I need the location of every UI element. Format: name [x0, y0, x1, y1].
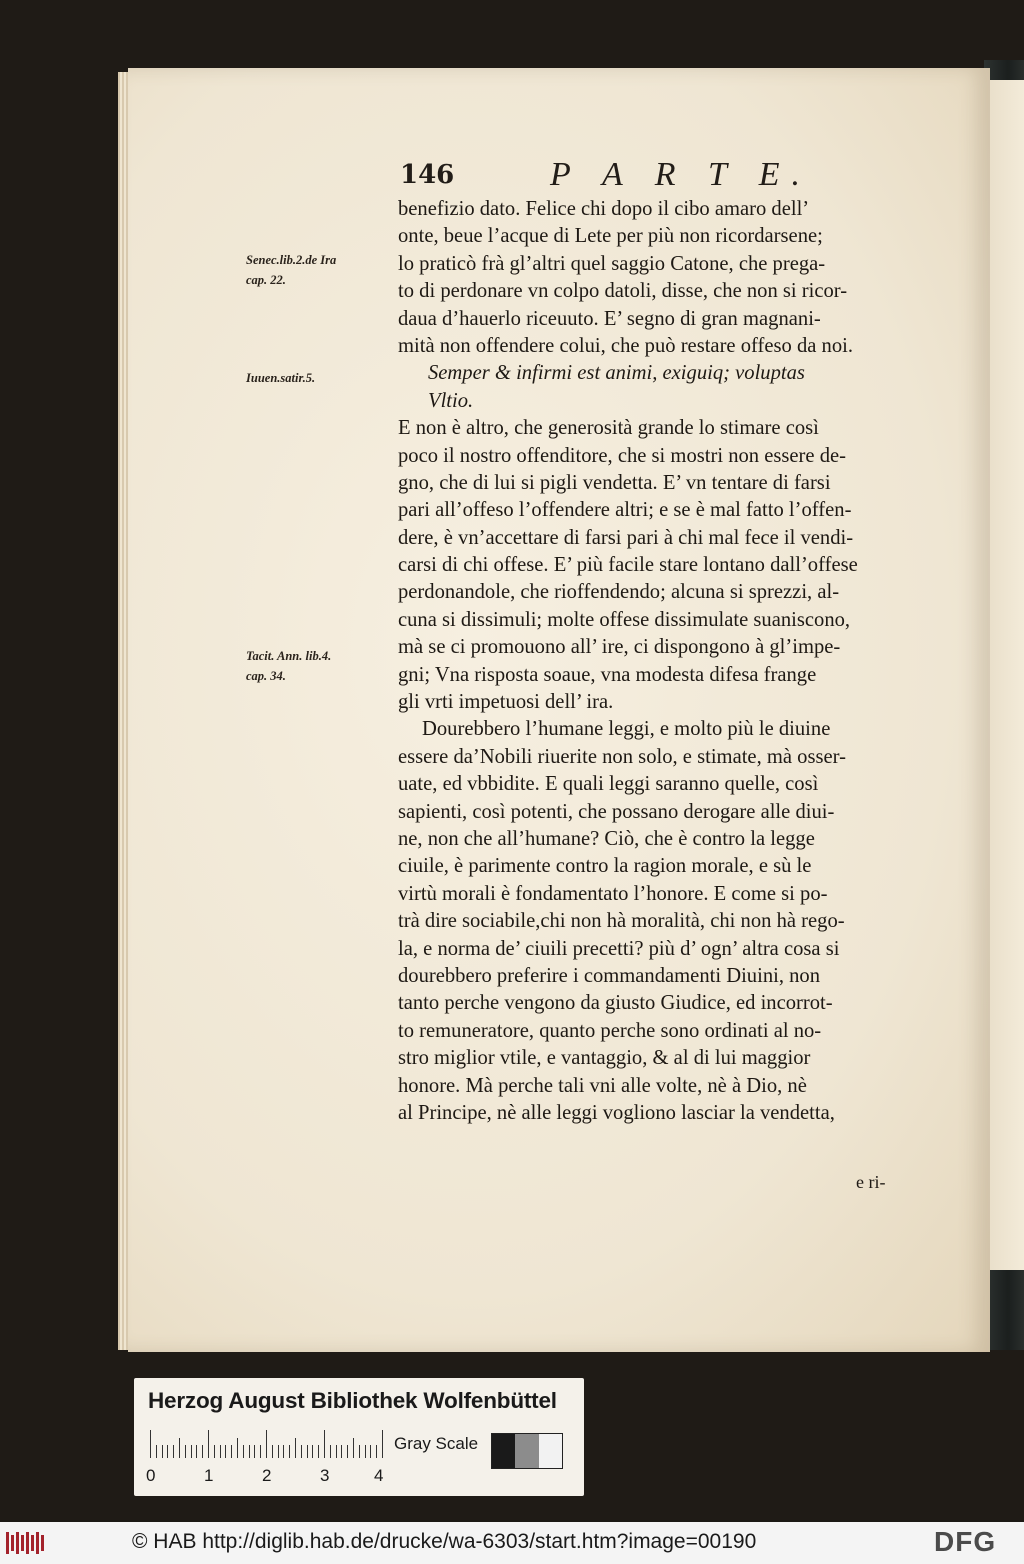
- ruler-tick: [376, 1445, 377, 1458]
- ruler-tick: [191, 1445, 192, 1458]
- paragraph-start-line: Dourebbero l’humane leggi, e molto più le diuine: [422, 718, 831, 741]
- text-line: tanto perche vengono da giusto Giudice, ed incorrot-: [398, 992, 833, 1015]
- logo-bar: [11, 1535, 14, 1551]
- margin-note-line: Tacit. Ann. lib.4.: [246, 649, 332, 663]
- gray-scale-label: Gray Scale: [394, 1434, 479, 1453]
- text-line: gli vrti impetuosi dell’ ira.: [398, 691, 614, 714]
- catchword: e ri-: [856, 1172, 886, 1192]
- ruler-tick: [254, 1445, 255, 1458]
- text-line: al Principe, nè alle leggi vogliono lasciar la vendetta,: [398, 1101, 835, 1124]
- text-line: cuna si dissimuli; molte offese dissimulate suaniscono,: [398, 608, 851, 631]
- text-line: mità non offendere colui, che può restare offeso da noi.: [398, 334, 854, 357]
- gray-swatch: [492, 1434, 515, 1468]
- logo-bar: [26, 1532, 29, 1554]
- text-line: onte, beue l’acque di Lete per più non ricordarsene;: [398, 225, 823, 248]
- text-line: virtù morali è fondamentato l’honore. E come si po-: [398, 882, 828, 905]
- text-line: dere, è vn’accettare di farsi pari à chi mal fece il vendi-: [398, 526, 854, 549]
- text-line: sapienti, così potenti, che possano derogare alle diui-: [398, 800, 835, 823]
- ruler-number: 4: [374, 1466, 384, 1485]
- ruler-tick: [289, 1445, 290, 1458]
- text-line: dourebbero preferire i commandamenti Diuini, non: [398, 964, 821, 987]
- ruler-tick: [330, 1445, 331, 1458]
- gray-swatch: [515, 1434, 538, 1468]
- ruler-tick: [341, 1445, 342, 1458]
- ruler-tick: [295, 1438, 296, 1458]
- ruler-tick: [173, 1445, 174, 1458]
- ruler-tick: [266, 1430, 267, 1458]
- ruler-tick: [301, 1445, 302, 1458]
- ruler-tick: [318, 1445, 319, 1458]
- ruler-tick: [162, 1445, 163, 1458]
- text-line: ne, non che all’humane? Ciò, che è contro la legge: [398, 827, 815, 850]
- logo-bar: [16, 1532, 19, 1554]
- text-line: la, e norma de’ ciuili precetti? più d’ ogn’ altra cosa si: [398, 937, 840, 960]
- running-head-title: P A R T E.: [550, 156, 813, 193]
- ruler-tick: [243, 1445, 244, 1458]
- text-line: honore. Mà perche tali vni alle volte, nè à Dio, nè: [398, 1074, 807, 1097]
- ruler-tick: [214, 1445, 215, 1458]
- dfg-logo: DFG: [934, 1526, 997, 1557]
- text-line: poco il nostro offenditore, che si mostri non essere de-: [398, 444, 846, 467]
- text-line: lo praticò frà gl’altri quel saggio Catone, che prega-: [398, 252, 826, 275]
- ruler-tick: [312, 1445, 313, 1458]
- text-line: trà dire sociabile,chi non hà moralità, chi non hà rego-: [398, 910, 845, 933]
- margin-note: [246, 250, 336, 290]
- text-line: perdonandole, che rioffendendo; alcuna si sprezzi, al-: [398, 581, 840, 604]
- library-name: Herzog August Bibliothek Wolfenbüttel: [148, 1388, 557, 1413]
- facing-page-edge: [988, 80, 1024, 1270]
- ruler-tick: [167, 1445, 168, 1458]
- ruler-number: 2: [262, 1466, 272, 1485]
- ruler-tick: [359, 1445, 360, 1458]
- quote-line: Vltio.: [428, 389, 474, 412]
- margin-note-line: Senec.lib.2.de Ira: [246, 253, 337, 267]
- ruler-tick: [272, 1445, 273, 1458]
- logo-bar: [36, 1532, 39, 1554]
- ruler-tick: [225, 1445, 226, 1458]
- quote-line: Semper & infirmi est animi, exiguiq; voluptas: [428, 362, 805, 385]
- text-line: ciuile, è parimente contro la ragion morale, e sù le: [398, 855, 812, 878]
- text-line: essere da’Nobili riuerite non solo, e stimate, mà osser-: [398, 745, 846, 768]
- ruler-tick: [237, 1438, 238, 1458]
- ruler-tick: [324, 1430, 325, 1458]
- ruler-number: 1: [204, 1466, 214, 1485]
- ruler-tick: [249, 1445, 250, 1458]
- logo-bar: [6, 1532, 9, 1554]
- text-line: stro miglior vtile, e vantaggio, & al di lui maggior: [398, 1047, 811, 1070]
- ruler-tick: [260, 1445, 261, 1458]
- text-line: to remuneratore, quanto perche sono ordinati al no-: [398, 1019, 822, 1042]
- text-line: uate, ed vbbidite. E quali leggi saranno quelle, così: [398, 773, 819, 796]
- ruler-tick: [370, 1445, 371, 1458]
- ruler-tick: [307, 1445, 308, 1458]
- ruler-tick: [156, 1445, 157, 1458]
- body-text: [398, 196, 938, 1127]
- page-number: 146: [400, 160, 455, 190]
- ruler-tick: [347, 1445, 348, 1458]
- ruler-tick: [220, 1445, 221, 1458]
- logo-bar: [31, 1535, 34, 1551]
- hab-logo-icon: [6, 1532, 44, 1554]
- text-line: E non è altro, che generosità grande lo stimare così: [398, 417, 819, 440]
- margin-note-line: cap. 22.: [246, 273, 286, 287]
- margin-note: [246, 646, 331, 686]
- text-line: to di perdonare vn colpo datoli, disse, che non si ricor-: [398, 280, 848, 303]
- text-line: benefizio dato. Felice chi dopo il cibo amaro dell’: [398, 198, 810, 220]
- ruler-tick: [208, 1430, 209, 1458]
- footer-bar: [0, 1522, 1024, 1564]
- ruler-scale: [150, 1430, 386, 1458]
- logo-bar: [41, 1535, 44, 1551]
- margin-note: [246, 368, 315, 388]
- text-line: daua d’hauerlo riceuuto. E’ segno di gran magnani-: [398, 307, 821, 330]
- margin-note-line: Iuuen.satir.5.: [246, 371, 316, 385]
- ruler-tick: [365, 1445, 366, 1458]
- gray-swatch: [539, 1434, 562, 1468]
- ruler-tick: [336, 1445, 337, 1458]
- gray-scale-swatches: [491, 1433, 563, 1469]
- ruler-tick: [185, 1445, 186, 1458]
- ruler-number: 3: [320, 1466, 330, 1485]
- running-head: [400, 156, 960, 200]
- ruler-tick: [278, 1445, 279, 1458]
- ruler-tick: [382, 1430, 383, 1458]
- text-line: pari all’offeso l’offendere altri; e se è mal fatto l’offen-: [398, 499, 852, 522]
- ruler-tick: [202, 1445, 203, 1458]
- ruler-tick: [283, 1445, 284, 1458]
- ruler-tick: [196, 1445, 197, 1458]
- margin-note-line: cap. 34.: [246, 669, 286, 683]
- text-line: gni; Vna risposta soaue, vna modesta difesa frange: [398, 663, 817, 686]
- text-line: carsi di chi offese. E’ più facile stare lontano dall’offese: [398, 554, 858, 577]
- ruler-tick: [179, 1438, 180, 1458]
- ruler-tick: [353, 1438, 354, 1458]
- color-scale-card: [134, 1378, 584, 1496]
- ruler-number: 0: [146, 1466, 156, 1485]
- text-line: mà se ci promouono all’ ire, ci dispongono à gl’impe-: [398, 636, 841, 659]
- ruler-tick: [150, 1430, 151, 1458]
- logo-bar: [21, 1535, 24, 1551]
- ruler-tick: [231, 1445, 232, 1458]
- footer-url[interactable]: © HAB http://diglib.hab.de/drucke/wa-6303/start.htm?image=00190: [132, 1530, 757, 1553]
- text-line: gno, che di lui si pigli vendetta. E’ vn tentare di farsi: [398, 471, 831, 494]
